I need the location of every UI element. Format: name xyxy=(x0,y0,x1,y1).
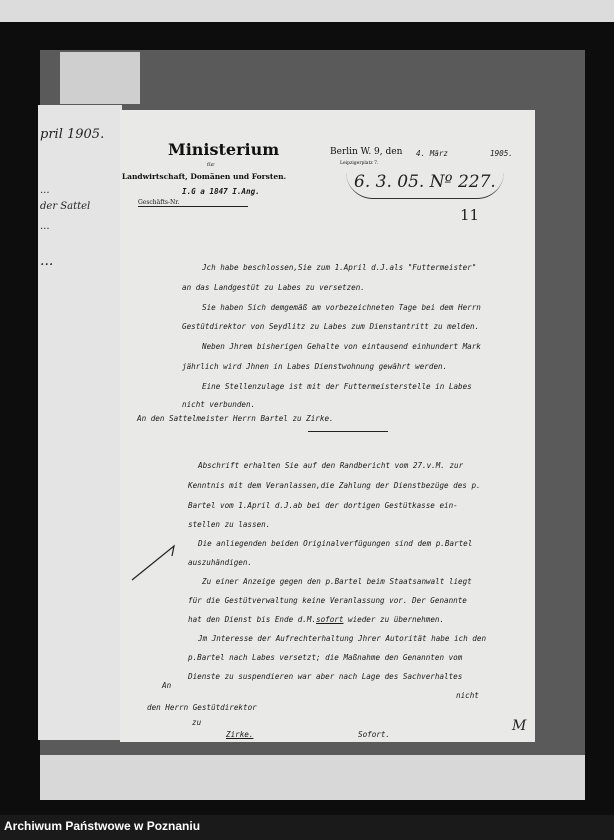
bottom-strip xyxy=(40,755,585,800)
document-page xyxy=(120,110,535,742)
closing-addressee: den Herrn Gestütdirektor xyxy=(147,703,257,712)
closing-sofort: Sofort. xyxy=(358,730,391,739)
year: 1905. xyxy=(490,149,513,158)
text-line: Zu einer Anzeige gegen den p.Bartel beim Staatsanwalt liegt xyxy=(202,577,472,586)
text-line: Bartel vom 1.April d.J.ab bei der dortigen Gestütkasse ein- xyxy=(188,501,458,510)
addressee: An den Sattelmeister Herrn Bartel zu Zirke. xyxy=(137,414,334,423)
left-hand-line: pril 1905. xyxy=(40,127,105,142)
ministry-title: Ministerium xyxy=(168,140,280,159)
registry-stamp: 6. 3. 05. Nº 227. xyxy=(346,172,504,199)
initials: M xyxy=(512,718,527,734)
text-line: Jm Jnteresse der Aufrechterhaltung Jhrer Autorität habe ich den xyxy=(198,634,487,643)
file-label: Geschäfts-Nr. xyxy=(138,199,248,207)
text-line: Eine Stellenzulage ist mit der Futtermeisterstelle in Labes xyxy=(202,382,472,391)
underlined-word: sofort xyxy=(316,615,344,624)
text-line: auszuhändigen. xyxy=(188,558,253,567)
address: Leipzigerplatz 7. xyxy=(340,161,379,166)
left-page-top xyxy=(60,52,140,104)
text-line: Neben Jhrem bisherigen Gehalte von eintausend einhundert Mark xyxy=(202,342,481,351)
text-line: Die anliegenden beiden Originalverfügungen sind dem p.Bartel xyxy=(198,539,473,548)
date: 4. März xyxy=(416,149,449,158)
text-line: p.Bartel nach Labes versetzt; die Maßnahme den Genannten vom xyxy=(188,653,463,662)
left-hand-line: der Sattel xyxy=(40,201,91,212)
text-line: nicht verbunden. xyxy=(182,400,256,409)
text-line: Gestütdirektor von Seydlitz zu Labes zum Dienstantritt zu melden. xyxy=(182,322,480,331)
closing-an: An xyxy=(162,681,172,690)
separator xyxy=(308,431,388,432)
text-line: Dienste zu suspendieren war aber nach Lage des Sachverhaltes xyxy=(188,672,463,681)
text-line: Abschrift erhalten Sie auf den Randbericht vom 27.v.M. zur xyxy=(198,461,464,470)
text-line: Kenntnis mit dem Veranlassen,die Zahlung der Dienstbezüge des p. xyxy=(188,481,481,490)
left-hand-line: ... xyxy=(40,221,50,232)
closing-place: Zirke. xyxy=(226,730,254,739)
text-line: Sie haben Sich demgemäß am vorbezeichneten Tage bei dem Herrn xyxy=(202,303,481,312)
text-line: stellen zu lassen. xyxy=(188,520,271,529)
text-line: für die Gestütverwaltung keine Veranlassung vor. Der Genannte xyxy=(188,596,467,605)
fuer: für xyxy=(207,162,215,168)
top-bar xyxy=(0,0,614,22)
closing-zu: zu xyxy=(192,718,202,727)
left-hand-line: ... xyxy=(40,253,54,269)
place: Berlin W. 9, den xyxy=(330,147,403,157)
department: Landwirtschaft, Domänen und Forsten. xyxy=(121,172,287,181)
text-line: jährlich wird Jhnen in Labes Dienstwohnung gewährt werden. xyxy=(182,362,448,371)
closing-nicht: nicht xyxy=(456,691,479,700)
left-hand-line: ... xyxy=(40,185,50,196)
text-line: an das Landgestüt zu Labes zu versetzen. xyxy=(182,283,365,292)
text-line xyxy=(188,615,444,624)
footer xyxy=(0,815,614,840)
left-page xyxy=(38,105,122,740)
text-line: Jch habe beschlossen,Sie zum 1.April d.J.als "Futtermeister" xyxy=(202,263,477,272)
page-number: 11 xyxy=(460,206,480,224)
text-part: wieder zu übernehmen. xyxy=(343,615,445,624)
archive-name: Archiwum Państwowe w Poznaniu xyxy=(4,819,201,833)
pen-stroke xyxy=(130,538,180,583)
file-number: I.G a 1847 I.Ang. xyxy=(182,187,260,196)
text-part: hat den Dienst bis Ende d.M. xyxy=(188,615,317,624)
